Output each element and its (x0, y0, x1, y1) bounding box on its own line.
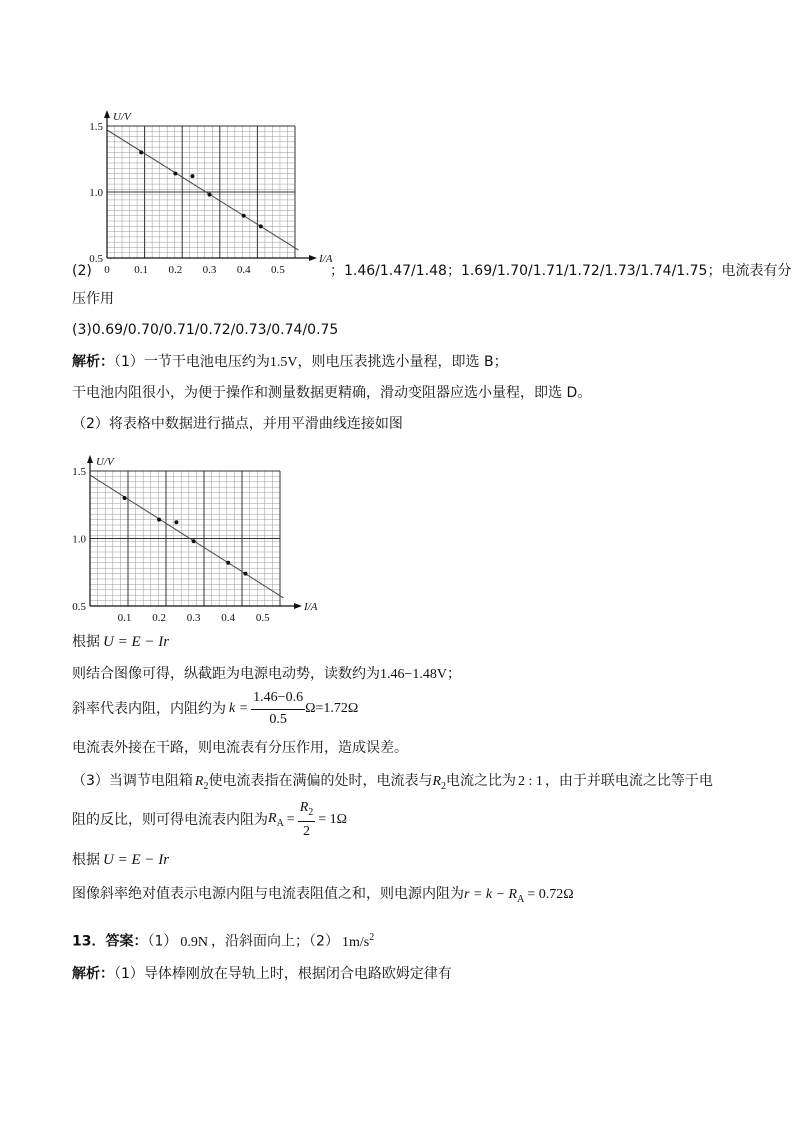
basis-line-2 (72, 853, 169, 868)
x-tick-label: 0.5 (271, 264, 285, 276)
data-point (208, 193, 212, 197)
basis-pre-1: 根据 (72, 634, 100, 650)
data-point (242, 214, 246, 218)
analysis-line-10 (72, 887, 574, 905)
basis-line-1 (72, 635, 169, 650)
a5-result: Ω=1.72Ω (305, 700, 359, 716)
formula-1: U = E − Ir (103, 634, 170, 650)
a7-post: ，由于并联电流之比等于电 (544, 773, 713, 789)
analysis-line-5 (72, 690, 358, 729)
q13-value2-sup: 2 (369, 932, 375, 943)
x-tick-label: 0.4 (221, 612, 236, 624)
a8-ra-symbol: R (268, 810, 277, 826)
y-tick-label: 1.0 (89, 187, 103, 199)
analysis-line-11 (72, 967, 452, 981)
x-axis-arrow (294, 603, 302, 609)
data-point (139, 150, 143, 154)
a8-num-symbol: R (299, 800, 309, 815)
analysis-line-3: （2）将表格中数据进行描点，并用平滑曲线连接如图 (72, 416, 403, 432)
x-axis-arrow (309, 255, 317, 261)
chart-u-i-top (80, 90, 340, 285)
analysis-colon: ： (100, 354, 114, 370)
q13-answer-line (72, 933, 374, 950)
a11-text: （1）导体棒刚放在导轨上时，根据闭合电路欧姆定律有 (114, 966, 452, 982)
x-axis-label: I/A (304, 601, 318, 613)
q3-answer: (3)0.69/0.70/0.71/0.72/0.73/0.74/0.75 (72, 322, 339, 338)
a8-result: = 1Ω (318, 811, 348, 827)
analysis-label: 解析 (72, 354, 100, 370)
a4-post: ； (447, 666, 462, 682)
a1-value: 1.5V (269, 355, 298, 370)
a8-eq: = (286, 811, 295, 827)
q13-label: 13．答案： (72, 933, 148, 950)
a8-ra-sub: A (276, 817, 284, 829)
y-axis-label: U/V (113, 111, 131, 123)
q2-answer-b: 压作用 (72, 291, 114, 307)
analysis-line-8 (72, 800, 347, 841)
x-tick-label: 0 (104, 264, 110, 276)
basis-pre-2: 根据 (72, 852, 100, 868)
q2-prefix: (2) (72, 263, 92, 279)
x-tick-label: 0.1 (134, 264, 149, 276)
fit-line (107, 130, 298, 250)
y-tick-label: 1.0 (72, 533, 86, 546)
a7-r2-sub: 2 (203, 780, 209, 792)
a8-denominator: 2 (302, 823, 310, 839)
analysis-line-1 (72, 355, 508, 370)
a8-numerator (298, 800, 316, 822)
analysis-line-6: 电流表外接在干路，则电流表有分压作用，造成误差。 (72, 740, 408, 756)
analysis-line-4 (72, 667, 461, 682)
a5-pre: 斜率代表内阻，内阻约为 (72, 700, 226, 717)
a10-r: r = k − R (464, 887, 518, 902)
formula-2: U = E − Ir (103, 852, 170, 868)
a4-value: 1.46−1.48V (380, 667, 448, 682)
analysis-line-2: 干电池内阻很小，为便于操作和测量数据更精确，滑动变阻器应选小量程，即选 D。 (72, 385, 592, 401)
a10-result: = 0.72Ω (527, 887, 574, 902)
a5-denominator: 0.5 (269, 711, 287, 727)
a8-fraction (298, 800, 316, 841)
a7-r2-b: R (432, 774, 442, 789)
data-point (174, 520, 178, 524)
fit-line (90, 475, 283, 598)
q13-part1: （1） (147, 933, 178, 950)
y-tick-label: 1.5 (72, 466, 86, 478)
analysis-label-2: 解析 (72, 966, 100, 982)
x-tick-label: 0.2 (168, 264, 183, 276)
a5-numerator: 1.46−0.6 (251, 690, 305, 710)
x-tick-label: 0.5 (255, 612, 270, 624)
a8-num-sub: 2 (308, 806, 314, 818)
analysis-colon-2: ： (100, 966, 114, 982)
y-axis-label: U/V (96, 456, 114, 468)
data-point (226, 561, 230, 565)
a5-fraction (251, 690, 305, 729)
y-tick-label: 0.5 (72, 601, 86, 613)
a10-pre: 图像斜率绝对值表示电源内阻与电流表阻值之和，则电源内阻为 (72, 886, 464, 902)
y-tick-label: 0.5 (89, 253, 103, 265)
q13-value2: 1m/s (341, 934, 370, 950)
q13-value1: 0.9N (180, 934, 209, 950)
data-point (243, 572, 247, 576)
y-axis-arrow (104, 110, 110, 118)
q13-part2: ，沿斜面向上；（2） (211, 933, 339, 950)
a7-mid2: 电流之比为 (446, 773, 517, 789)
y-axis-arrow (87, 455, 93, 463)
x-tick-label: 0.1 (117, 612, 132, 624)
x-tick-label: 0.3 (202, 264, 217, 276)
data-point (190, 174, 194, 178)
a8-ra (268, 810, 284, 829)
a4-pre: 则结合图像可得，纵截距为电源电动势，读数约为 (72, 666, 380, 682)
a1-pre: （1）一节干电池电压约为 (114, 354, 270, 370)
x-tick-label: 0.3 (186, 612, 201, 624)
y-tick-label: 1.5 (89, 121, 103, 133)
data-point (123, 496, 127, 500)
chart-u-i-bottom (64, 437, 324, 627)
a5-k: k = (229, 700, 249, 716)
data-point (157, 518, 161, 522)
a7-ratio: 2 : 1 (518, 774, 543, 789)
x-axis-label: I/A (319, 253, 333, 265)
q2-answer-a: ；1.46/1.47/1.48；1.69/1.70/1.71/1.72/1.73/1.74/1.75；电流表有分 (330, 263, 792, 279)
a10-sub: A (517, 893, 525, 905)
a1-post: ，则电压表挑选小量程，即选 B； (297, 354, 508, 370)
a7-r2: R (194, 774, 204, 789)
x-tick-label: 0.4 (236, 264, 251, 276)
a7-pre: （3）当调节电阻箱 (72, 773, 193, 789)
a7-r2-b-sub: 2 (441, 780, 447, 792)
data-point (192, 539, 196, 543)
data-point (173, 172, 177, 176)
x-tick-label: 0.2 (152, 612, 166, 624)
a7-mid: 使电流表指在满偏的处时，电流表与 (208, 773, 433, 789)
analysis-line-7 (72, 774, 713, 792)
a8-pre: 阻的反比，则可得电流表内阻为 (72, 811, 268, 828)
data-point (259, 224, 263, 228)
